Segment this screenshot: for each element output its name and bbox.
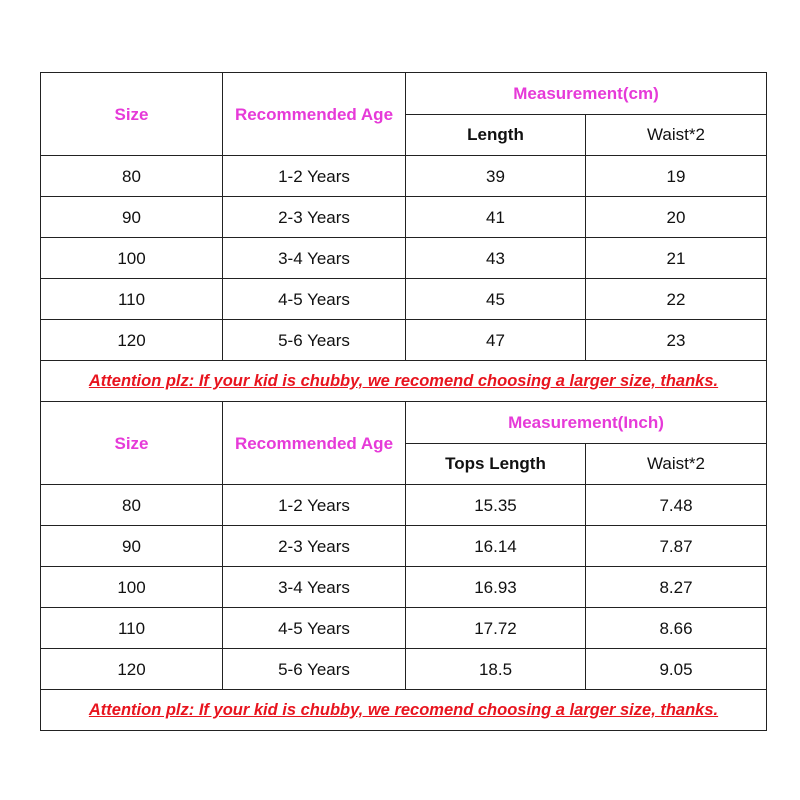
inch-length-header: Tops Length: [406, 443, 586, 485]
size-cell: 100: [41, 238, 223, 279]
cm-age-header: Recommended Age: [223, 73, 406, 156]
size-cell: 120: [41, 649, 223, 690]
age-cell: 2-3 Years: [223, 526, 406, 567]
inch-measurement-header: Measurement(Inch): [406, 402, 767, 444]
size-chart: [40, 72, 766, 731]
length-cell: 45: [406, 279, 586, 320]
cm-notice-text: Attention plz: If your kid is chubby, we recomend choosing a larger size, thanks.: [41, 361, 767, 402]
inch-size-header: Size: [41, 402, 223, 485]
size-cell: 120: [41, 320, 223, 361]
table-row: [41, 608, 767, 649]
age-cell: 3-4 Years: [223, 238, 406, 279]
waist-cell: 7.87: [586, 526, 767, 567]
table-row: [41, 320, 767, 361]
size-cell: 80: [41, 156, 223, 197]
size-cell: 100: [41, 567, 223, 608]
inch-header-row: [41, 402, 767, 444]
length-cell: 43: [406, 238, 586, 279]
size-chart-table: [40, 72, 767, 731]
waist-cell: 23: [586, 320, 767, 361]
cm-measurement-header: Measurement(cm): [406, 73, 767, 115]
waist-cell: 9.05: [586, 649, 767, 690]
table-row: [41, 197, 767, 238]
age-cell: 4-5 Years: [223, 279, 406, 320]
waist-cell: 19: [586, 156, 767, 197]
age-cell: 5-6 Years: [223, 649, 406, 690]
waist-cell: 21: [586, 238, 767, 279]
waist-cell: 8.66: [586, 608, 767, 649]
length-cell: 41: [406, 197, 586, 238]
length-cell: 17.72: [406, 608, 586, 649]
inch-notice-row: [41, 690, 767, 731]
length-cell: 15.35: [406, 485, 586, 526]
waist-cell: 20: [586, 197, 767, 238]
age-cell: 2-3 Years: [223, 197, 406, 238]
waist-cell: 7.48: [586, 485, 767, 526]
length-cell: 47: [406, 320, 586, 361]
waist-cell: 22: [586, 279, 767, 320]
age-cell: 3-4 Years: [223, 567, 406, 608]
table-row: [41, 238, 767, 279]
table-row: [41, 156, 767, 197]
cm-header-row: [41, 73, 767, 115]
length-cell: 18.5: [406, 649, 586, 690]
inch-waist-header: Waist*2: [586, 443, 767, 485]
age-cell: 1-2 Years: [223, 485, 406, 526]
age-cell: 4-5 Years: [223, 608, 406, 649]
cm-notice-row: [41, 361, 767, 402]
age-cell: 1-2 Years: [223, 156, 406, 197]
inch-age-header: Recommended Age: [223, 402, 406, 485]
table-row: [41, 649, 767, 690]
length-cell: 39: [406, 156, 586, 197]
table-row: [41, 526, 767, 567]
table-row: [41, 279, 767, 320]
table-row: [41, 485, 767, 526]
cm-size-header: Size: [41, 73, 223, 156]
length-cell: 16.14: [406, 526, 586, 567]
size-cell: 80: [41, 485, 223, 526]
size-cell: 90: [41, 197, 223, 238]
age-cell: 5-6 Years: [223, 320, 406, 361]
inch-notice-text: Attention plz: If your kid is chubby, we recomend choosing a larger size, thanks.: [41, 690, 767, 731]
cm-waist-header: Waist*2: [586, 114, 767, 156]
waist-cell: 8.27: [586, 567, 767, 608]
size-cell: 90: [41, 526, 223, 567]
size-cell: 110: [41, 279, 223, 320]
cm-length-header: Length: [406, 114, 586, 156]
length-cell: 16.93: [406, 567, 586, 608]
size-cell: 110: [41, 608, 223, 649]
table-row: [41, 567, 767, 608]
